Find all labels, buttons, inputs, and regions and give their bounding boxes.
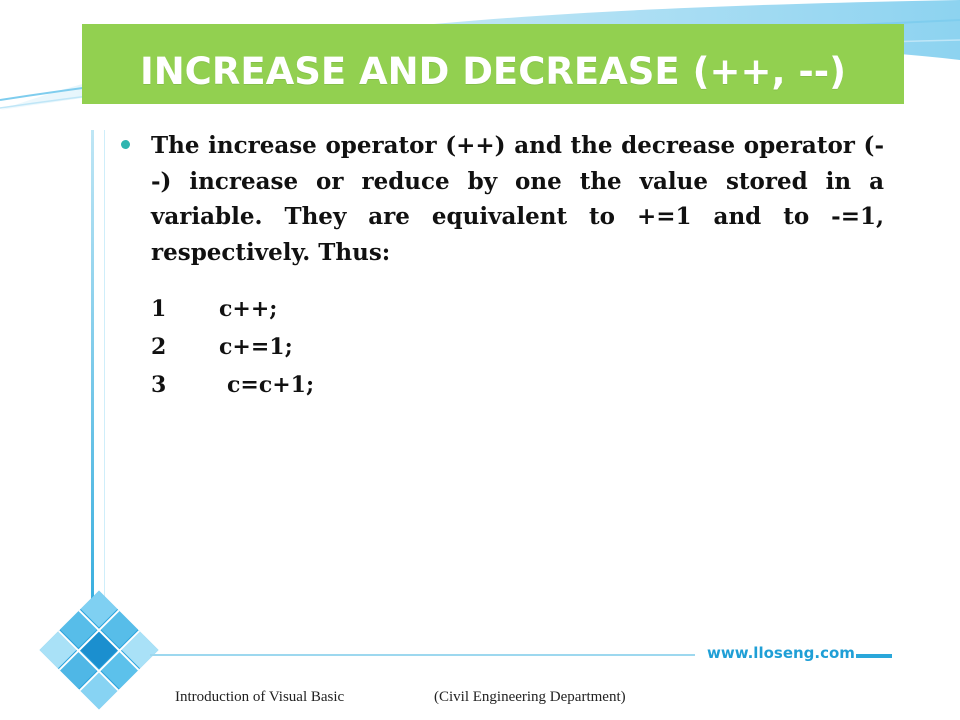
- code-line: [151, 296, 551, 326]
- diamond-ornament: [24, 590, 174, 710]
- footer-department: (Civil Engineering Department): [434, 689, 626, 705]
- code-line-text: c=c+1;: [227, 372, 315, 398]
- code-line-number: 2: [151, 334, 167, 360]
- bottom-rule-accent: [856, 654, 892, 658]
- left-frame-line: [91, 130, 94, 660]
- bottom-rule: [150, 654, 695, 656]
- code-line: [151, 334, 551, 364]
- bullet-dot-icon: [121, 140, 130, 149]
- website-label: www.lloseng.com: [707, 644, 855, 662]
- code-line-text: c+=1;: [219, 334, 293, 360]
- code-line-number: 3: [151, 372, 167, 398]
- bullet-text: The increase operator (++) and the decrease operator (--) increase or reduce by one the value stored in a variable. They are equivalent to +=1 and to -=1, respectively. Thus:: [151, 132, 884, 266]
- code-line-number: 1: [151, 296, 167, 322]
- slide-title: INCREASE AND DECREASE (++, --): [139, 50, 847, 93]
- code-line: [151, 372, 551, 402]
- left-frame-line-thin: [104, 130, 105, 650]
- code-line-text: c++;: [219, 296, 278, 322]
- footer-course: Introduction of Visual Basic: [175, 689, 345, 705]
